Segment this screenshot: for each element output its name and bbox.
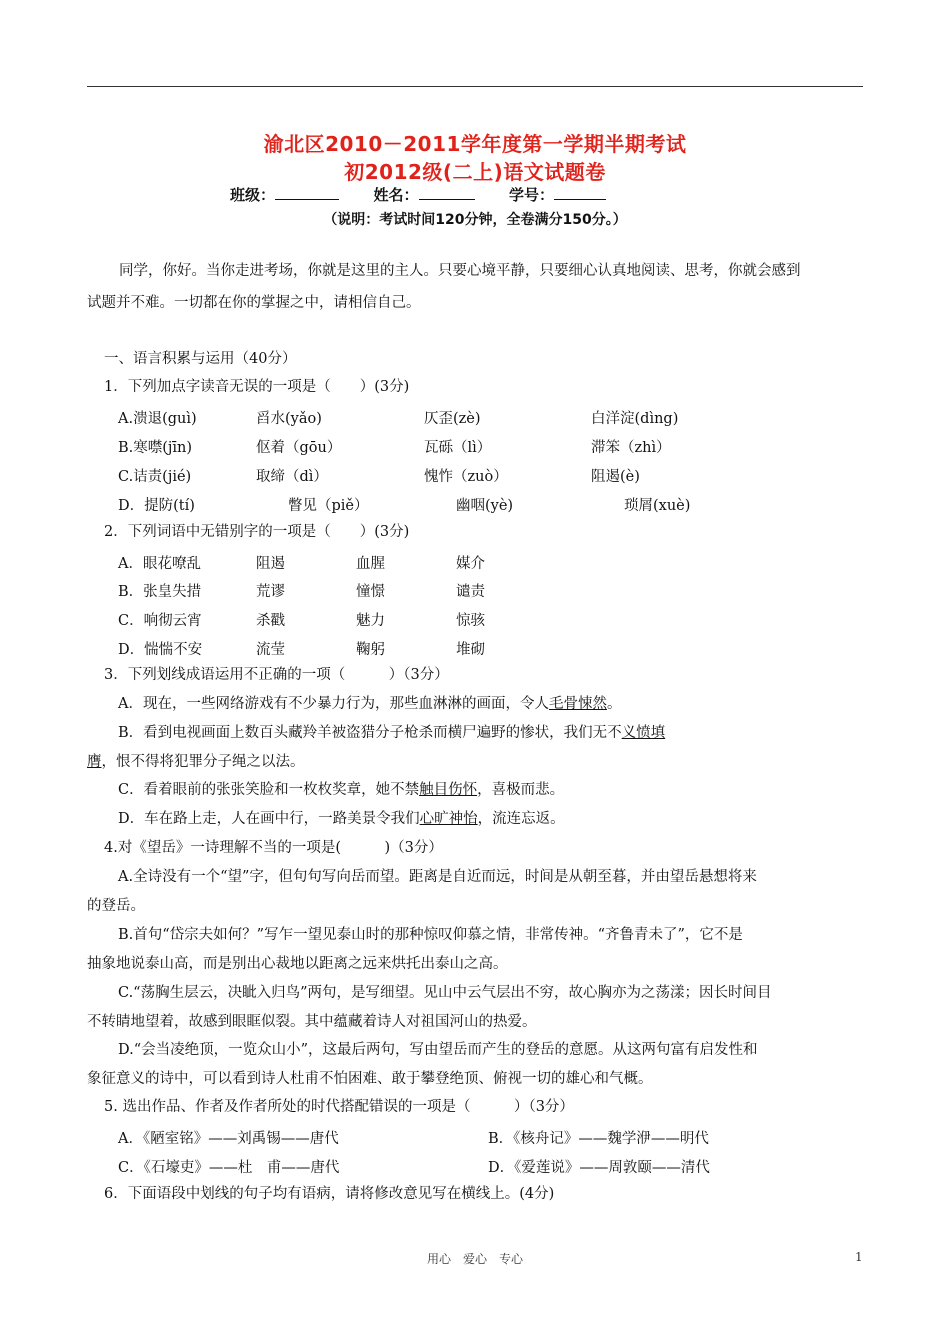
q3-option-b: B．看到电视画面上数百头藏羚羊被盗猎分子枪杀而横尸遍野的惨状，我们无不义愤填 — [118, 725, 666, 741]
q1-c3: 愧怍（zuò） — [424, 469, 508, 485]
q1-c4: 阻遏(è) — [591, 469, 640, 485]
q3-option-d: D．车在路上走，人在画中行，一路美景令我们心旷神怡，流连忘返。 — [118, 811, 565, 827]
q3-stem: 3．下列划线成语运用不正确的一项（ ）（3分） — [104, 667, 449, 683]
q2-a1: A．眼花嘹乱 — [118, 556, 201, 572]
q4-a-line1: A.全诗没有一个“望”字，但句句写向岳而望。距离是自近而远，时间是从朝至暮，并由望岳悬想将来 — [118, 869, 757, 885]
q1-b2: 伛着（gōu） — [256, 440, 342, 456]
q1-d4: 琐屑(xuè) — [624, 498, 691, 514]
q1-d1: D．提防(tí) — [118, 498, 195, 514]
q1-b3: 瓦砾（lì） — [424, 440, 492, 456]
q2-d4: 堆砌 — [456, 642, 485, 658]
q4-c-line1: C.“荡胸生层云，决眦入归鸟”两句，是写细望。见山中云气层出不穷，故心胸亦为之荡漾；因长时间目 — [118, 985, 772, 1001]
q1-c1: C.诘责(jié) — [118, 469, 192, 485]
name-label: 姓名： — [373, 186, 419, 204]
q4-d-line1: D.“会当凌绝顶，一览众山小”，这最后两句，写由望岳而产生的登岳的意愿。从这两句富有启发性和 — [118, 1042, 758, 1058]
q2-c3: 魅力 — [356, 613, 385, 629]
q1-stem: 1．下列加点字读音无误的一项是（ ）(3分) — [104, 379, 410, 395]
q2-b4: 谴责 — [456, 584, 485, 600]
q2-a3: 血腥 — [356, 556, 385, 572]
q4-stem: 4.对《望岳》一诗理解不当的一项是( )（3分） — [104, 840, 443, 856]
q2-d3: 鞠躬 — [356, 642, 385, 658]
q5-option-a: A．《陋室铭》——刘禹锡——唐代 — [118, 1131, 339, 1147]
q3-c-idiom: 触目伤怀 — [419, 782, 478, 798]
q2-b2: 荒谬 — [256, 584, 285, 600]
page-number: 1 — [855, 1250, 863, 1264]
q4-d-line2: 象征意义的诗中，可以看到诗人杜甫不怕困难、敢于攀登绝顶、俯视一切的雄心和气概。 — [87, 1071, 653, 1087]
q6-stem: 6．下面语段中划线的句子均有语病，请将修改意见写在横线上。(4分) — [104, 1186, 555, 1202]
q3-d-idiom: 心旷神怡 — [419, 811, 478, 827]
q1-b4: 滞笨（zhì） — [591, 440, 671, 456]
q2-a4: 媒介 — [456, 556, 485, 572]
q1-b1: B.寒噤(jīn) — [118, 440, 193, 456]
q4-b-line2: 抽象地说泰山高，而是别出心裁地以距离之远来烘托出泰山之高。 — [87, 956, 508, 972]
q1-a3: 仄歪(zè) — [424, 411, 481, 427]
exam-subtitle: 初2012级(二上)语文试题卷 — [344, 160, 606, 184]
q1-d2: 瞥见（piě） — [288, 498, 369, 514]
q5-option-c: C．《石壕吏》——杜 甫——唐代 — [118, 1160, 340, 1176]
q2-c1: C．响彻云宵 — [118, 613, 202, 629]
q3-a-idiom: 毛骨悚然 — [548, 696, 607, 712]
student-info-fields — [230, 184, 606, 205]
q4-a-line2: 的登岳。 — [87, 898, 145, 914]
q1-a2: 舀水(yǎo) — [256, 411, 322, 427]
number-blank[interactable] — [554, 187, 606, 200]
q2-b1: B．张皇失措 — [118, 584, 202, 600]
name-blank[interactable] — [419, 187, 475, 200]
q2-a2: 阻遏 — [256, 556, 285, 572]
q5-option-b: B．《核舟记》——魏学洢——明代 — [488, 1131, 709, 1147]
q5-stem: 5. 选出作品、作者及作者所处的时代搭配错误的一项是（ ）（3分） — [104, 1099, 574, 1115]
q2-d1: D．惴惴不安 — [118, 642, 203, 658]
exam-title: 渝北区2010－2011学年度第一学期半期考试 — [263, 132, 687, 156]
q1-d3: 幽咽(yè) — [456, 498, 514, 514]
q5-option-d: D．《爱莲说》——周敦颐——清代 — [488, 1160, 710, 1176]
class-blank[interactable] — [275, 187, 339, 200]
number-label: 学号： — [508, 186, 554, 204]
q1-a4: 白洋淀(dìng) — [591, 411, 679, 427]
header-rule — [87, 86, 863, 87]
exam-note: （说明：考试时间120分钟，全卷满分150分。） — [323, 212, 627, 228]
q2-stem: 2．下列词语中无错别字的一项是（ ）(3分) — [104, 524, 410, 540]
class-label: 班级： — [230, 186, 276, 204]
q4-b-line1: B.首句“岱宗夫如何？”写乍一望见泰山时的那种惊叹仰慕之情，非常传神。“齐鲁青未了”，它不是 — [118, 927, 743, 943]
q3-option-c: C．看着眼前的张张笑脸和一枚枚奖章，她不禁触目伤怀，喜极而悲。 — [118, 782, 565, 798]
q4-c-line2: 不转睛地望着，故感到眼眶似裂。其中蕴藏着诗人对祖国河山的热爱。 — [87, 1014, 537, 1030]
section-heading: 一、语言积累与运用（40分） — [104, 351, 297, 367]
q3-option-b-cont: 膺，恨不得将犯罪分子绳之以法。 — [87, 754, 305, 770]
q3-option-a: A．现在，一些网络游戏有不少暴力行为，那些血淋淋的画面，令人毛骨悚然。 — [118, 696, 622, 712]
intro-line-1: 同学，你好。当你走进考场，你就是这里的主人。只要心境平静，只要细心认真地阅读、思考，你就会感到 — [119, 263, 801, 279]
q1-a1: A.溃退(guì) — [118, 411, 197, 427]
intro-line-2: 试题并不难。一切都在你的掌握之中，请相信自己。 — [87, 295, 421, 311]
q3-b-idiom: 义愤填 — [621, 725, 666, 741]
q2-d2: 流莹 — [256, 642, 285, 658]
q1-c2: 取缔（dì） — [256, 469, 328, 485]
footer-motto: 用心 爱心 专心 — [426, 1252, 523, 1266]
q2-c4: 惊骇 — [456, 613, 485, 629]
q2-c2: 杀戳 — [256, 613, 285, 629]
q2-b3: 憧憬 — [356, 584, 385, 600]
